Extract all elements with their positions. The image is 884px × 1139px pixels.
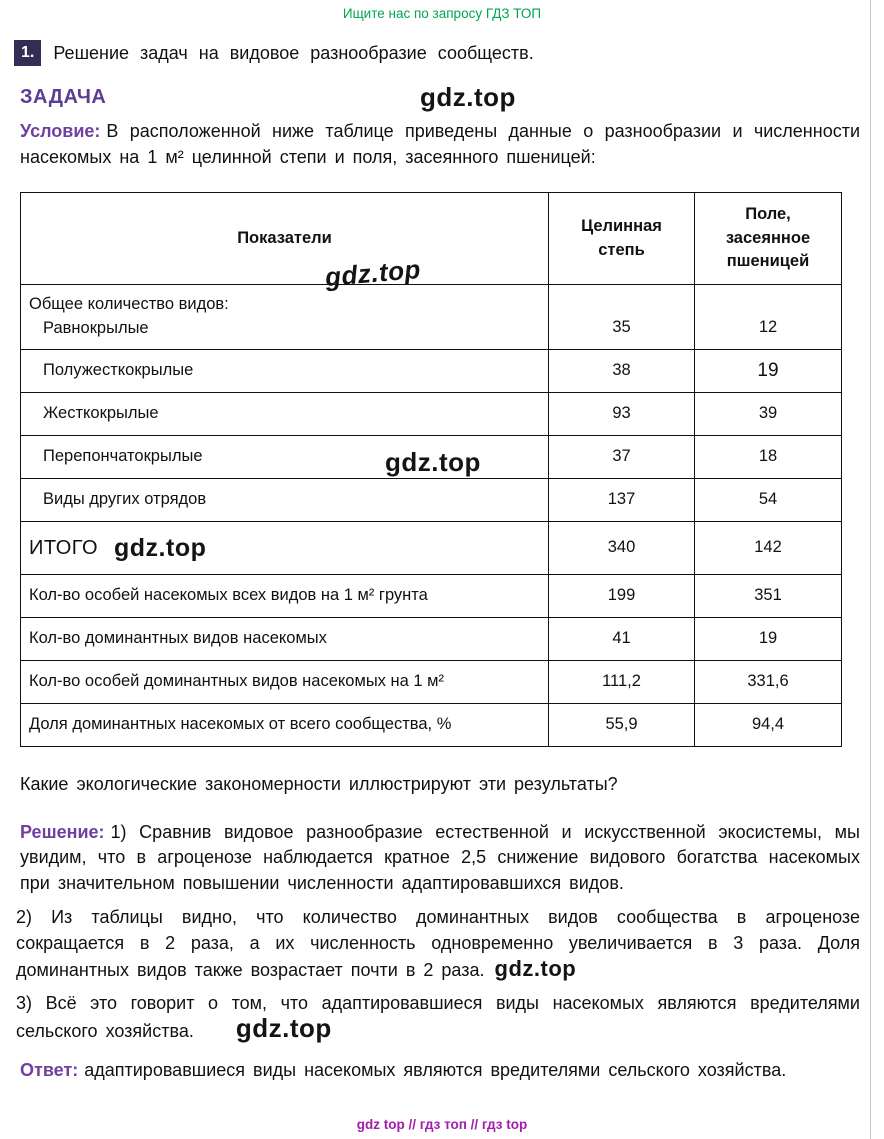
- task-title: Решение задач на видовое разнообразие сообществ.: [53, 42, 534, 63]
- cell-value: 35: [549, 285, 695, 350]
- cell-value: 55,9: [549, 704, 695, 747]
- row-label: Кол-во доминантных видов насекомых: [29, 629, 327, 648]
- table-header-cell: Поле, засеянное пшеницей: [695, 193, 842, 285]
- table-row: [21, 661, 842, 704]
- solution-point-1-text: 1) Сравнив видовое разнообразие естественной и искусственной экосистемы, мы увидим, что в агроценозе наблюдается кратное 2,5 снижение видового богатства насекомых при значительном повышении численности адаптировавшихся видов.: [20, 821, 860, 893]
- cell-value: 111,2: [549, 661, 695, 704]
- cell-value: 94,4: [695, 704, 842, 747]
- solution-point-1: [20, 820, 860, 897]
- cell-value: 137: [549, 478, 695, 521]
- row-label: Кол-во особей насекомых всех видов на 1 м² грунта: [29, 586, 428, 605]
- solution-point-2-text: 2) Из таблицы видно, что количество доминантных видов сообщества в агроценозе сокращается в 2 раза, а их численность одновременно увеличивается в 3 раза. Доля доминантных видов также возрастает почти в 2 раза.: [16, 907, 860, 981]
- solution-label: Решение:: [20, 821, 105, 842]
- watermark: gdz.top: [235, 1013, 332, 1044]
- table-row-total: [21, 521, 842, 574]
- footer-text: gdz top // гдз топ // гдз top: [356, 1117, 528, 1132]
- solution-point-2: [16, 905, 860, 984]
- table-header-cell: Целинная степь: [549, 193, 695, 285]
- condition-label: Условие:: [20, 121, 101, 141]
- top-banner: Ищите нас по запросу ГДЗ ТОП: [342, 6, 542, 21]
- question-text: Какие экологические закономерности иллюстрируют эти результаты?: [20, 774, 618, 795]
- cell-value: 19: [695, 618, 842, 661]
- solution-point-3-text: 3) Всё это говорит о том, что адаптировавшиеся виды насекомых являются вредителями сельского хозяйства.: [16, 992, 860, 1042]
- watermark: gdz.top: [385, 447, 481, 477]
- table-row: [21, 478, 842, 521]
- row-label: Виды других отрядов: [43, 489, 207, 508]
- cell-value: 38: [549, 349, 695, 392]
- cell-value: 142: [695, 521, 842, 574]
- row-label: Равнокрылые: [43, 318, 149, 337]
- answer-label: Ответ:: [20, 1059, 79, 1080]
- cell-value: 340: [549, 521, 695, 574]
- solution-point-3: [16, 991, 860, 1045]
- table-row: [21, 349, 842, 392]
- cell-value: 18: [695, 435, 842, 478]
- row-label: Кол-во особей доминантных видов насекомых на 1 м²: [29, 672, 444, 691]
- cell-value: 19: [695, 349, 842, 392]
- watermark: gdz.top: [323, 253, 423, 293]
- cell-value: 54: [695, 478, 842, 521]
- row-group-label: Общее количество видов:: [29, 295, 229, 313]
- task-title-row: [14, 40, 860, 66]
- answer-paragraph: [20, 1058, 860, 1084]
- cell-value: 12: [695, 285, 842, 350]
- table-row: [21, 392, 842, 435]
- table-row: [21, 285, 842, 350]
- table-row: [21, 618, 842, 661]
- table-row: [21, 704, 842, 747]
- row-label: Полужесткокрылые: [43, 360, 194, 379]
- condition-text: В расположенной ниже таблице приведены данные о разнообразии и численности насекомых на 1 м² целинной степи и поля, засеянного пшеницей:: [20, 121, 860, 167]
- task-number-badge: 1.: [14, 40, 41, 66]
- watermark: gdz.top: [114, 533, 207, 562]
- cell-value: 93: [549, 392, 695, 435]
- table-row: [21, 575, 842, 618]
- row-label: Перепончатокрылые: [43, 446, 203, 465]
- watermark: gdz.top: [420, 82, 516, 112]
- cell-value: 39: [695, 392, 842, 435]
- row-label: Доля доминантных насекомых от всего сообщества, %: [29, 715, 452, 734]
- row-label: Жесткокрылые: [43, 403, 159, 422]
- cell-value: 41: [549, 618, 695, 661]
- section-label: ЗАДАЧА: [20, 86, 107, 108]
- cell-value: 37: [549, 435, 695, 478]
- cell-value: 199: [549, 575, 695, 618]
- row-label: ИТОГО: [29, 536, 99, 559]
- cell-value: 331,6: [695, 661, 842, 704]
- cell-value: 351: [695, 575, 842, 618]
- answer-text: адаптировавшиеся виды насекомых являются вредителями сельского хозяйства.: [84, 1059, 787, 1080]
- page-edge-divider: [870, 0, 871, 1139]
- table-header-row: [21, 193, 842, 285]
- condition-paragraph: [20, 119, 860, 170]
- table-header-cell: Показатели: [21, 193, 549, 285]
- watermark: gdz.top: [494, 956, 577, 982]
